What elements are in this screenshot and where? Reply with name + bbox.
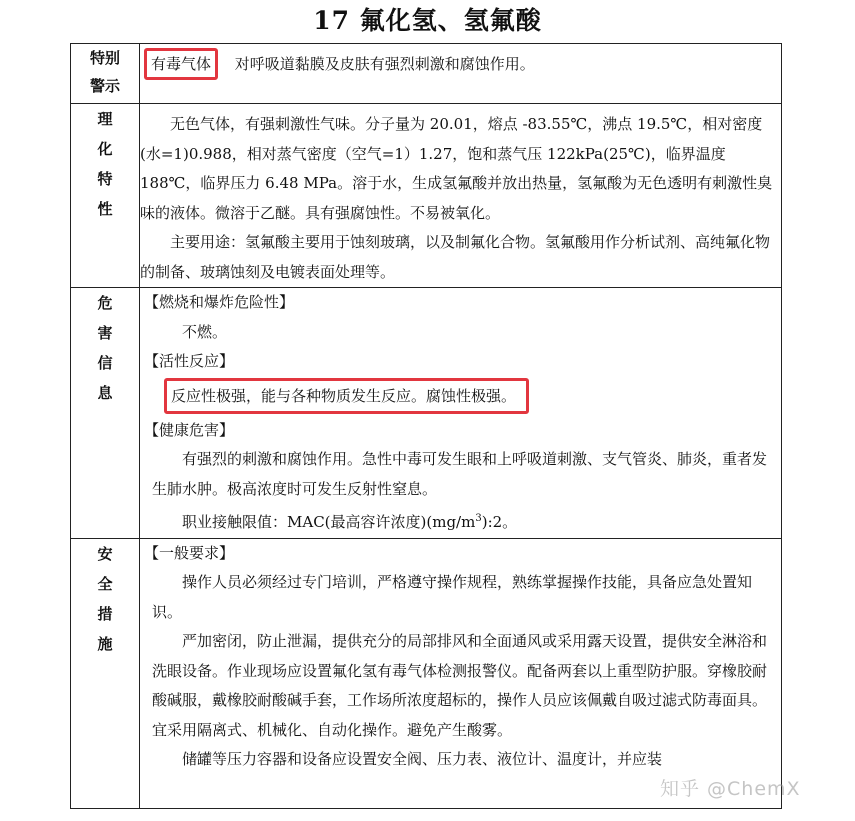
reactivity-highlight: 反应性极强，能与各种物质发生反应。腐蚀性极强。 [164,378,529,414]
safety-header-char: 施 [97,634,113,653]
general-requirements-title: 【一般要求】 [144,543,235,562]
safety-header-char: 措 [97,604,113,623]
fire-hazard-text: 不燃。 [182,322,228,341]
safety-data-table [70,43,782,809]
hazard-header-char: 信 [97,354,113,372]
reactivity-title: 【活性反应】 [144,352,235,370]
hazard-header-char: 息 [97,384,113,402]
warning-row [71,44,782,104]
safety-paragraph-2: 严加密闭，防止泄漏，提供充分的局部排风和全面通风或采用露天设置，提供安全淋浴和洗眼设备。作业现场应设置氟化氢有毒气体检测报警仪。配备两套以上重型防护服。穿橡胶耐酸碱服，戴橡胶耐酸碱手套，工作场所浓度超标的，操作人员应该佩戴自吸过滤式防毒面具。宜采用隔离式、机械化、自动化操作。避免产生酸雾。 [152,632,768,739]
properties-paragraph: 无色气体，有强刺激性气味。分子量为 20.01，熔点 -83.55℃，沸点 19.5℃，相对密度(水=1)0.988，相对蒸气密度（空气=1）1.27，饱和蒸气压 122kPa(25℃)，临界温度 188℃，临界压力 6.48 MPa。溶于水，生成氢氟酸并放出热量，氢氟酸为无色透明有刺激性臭味的液体。微溶于乙醚。具有强腐蚀性。不易被氧化。 [140,115,773,222]
warning-body [140,44,782,104]
page-title: 17 氟化氢、氢氟酸 [313,6,542,35]
fire-hazard-title: 【燃烧和爆炸危险性】 [144,293,295,311]
safety-paragraph-1: 操作人员必须经过专门培训，严格遵守操作规程，熟练掌握操作技能，具备应急处置知识。 [152,573,753,621]
safety-body [140,538,782,808]
toxic-gas-tag: 有毒气体 [144,48,218,80]
hazard-header-char: 害 [97,324,113,342]
uses-paragraph: 主要用途：氢氟酸主要用于蚀刻玻璃，以及制氟化合物。氢氟酸用作分析试剂、高纯氟化物的制备、玻璃蚀刻及电镀表面处理等。 [140,233,771,281]
safety-paragraph-3: 储罐等压力容器和设备应设置安全阀、压力表、液位计、温度计，并应装 [182,750,663,768]
properties-header-char: 性 [97,200,113,218]
warning-header: 特别警示 [89,49,120,95]
safety-header-cell [71,538,140,808]
health-hazard-text: 有强烈的刺激和腐蚀作用。急性中毒可发生眼和上呼吸道刺激、支气管炎、肺炎，重者发生肺水肿。极高浓度时可发生反射性窒息。 [152,450,768,498]
warning-text: 对呼吸道黏膜及皮肤有强烈刺激和腐蚀作用。 [234,55,535,73]
safety-row [71,538,782,808]
properties-header-char: 理 [97,110,113,128]
properties-header-char: 化 [97,140,113,158]
safety-header-char: 全 [97,574,113,593]
hazard-header-char: 危 [97,294,113,312]
safety-header-char: 安 [97,544,113,563]
hazard-header-cell [71,288,140,539]
health-hazard-title: 【健康危害】 [144,420,235,439]
hazard-row [71,288,782,539]
watermark: 知乎 @ChemX [660,778,801,800]
properties-body [140,104,782,288]
hazard-body [140,288,782,539]
exposure-limit: 职业接触限值：MAC(最高容许浓度)$(mg/m^3):2$。 [182,513,518,531]
warning-header-cell [71,44,140,104]
properties-row [71,104,782,288]
properties-header-cell [71,104,140,288]
properties-header-char: 特 [97,170,113,188]
